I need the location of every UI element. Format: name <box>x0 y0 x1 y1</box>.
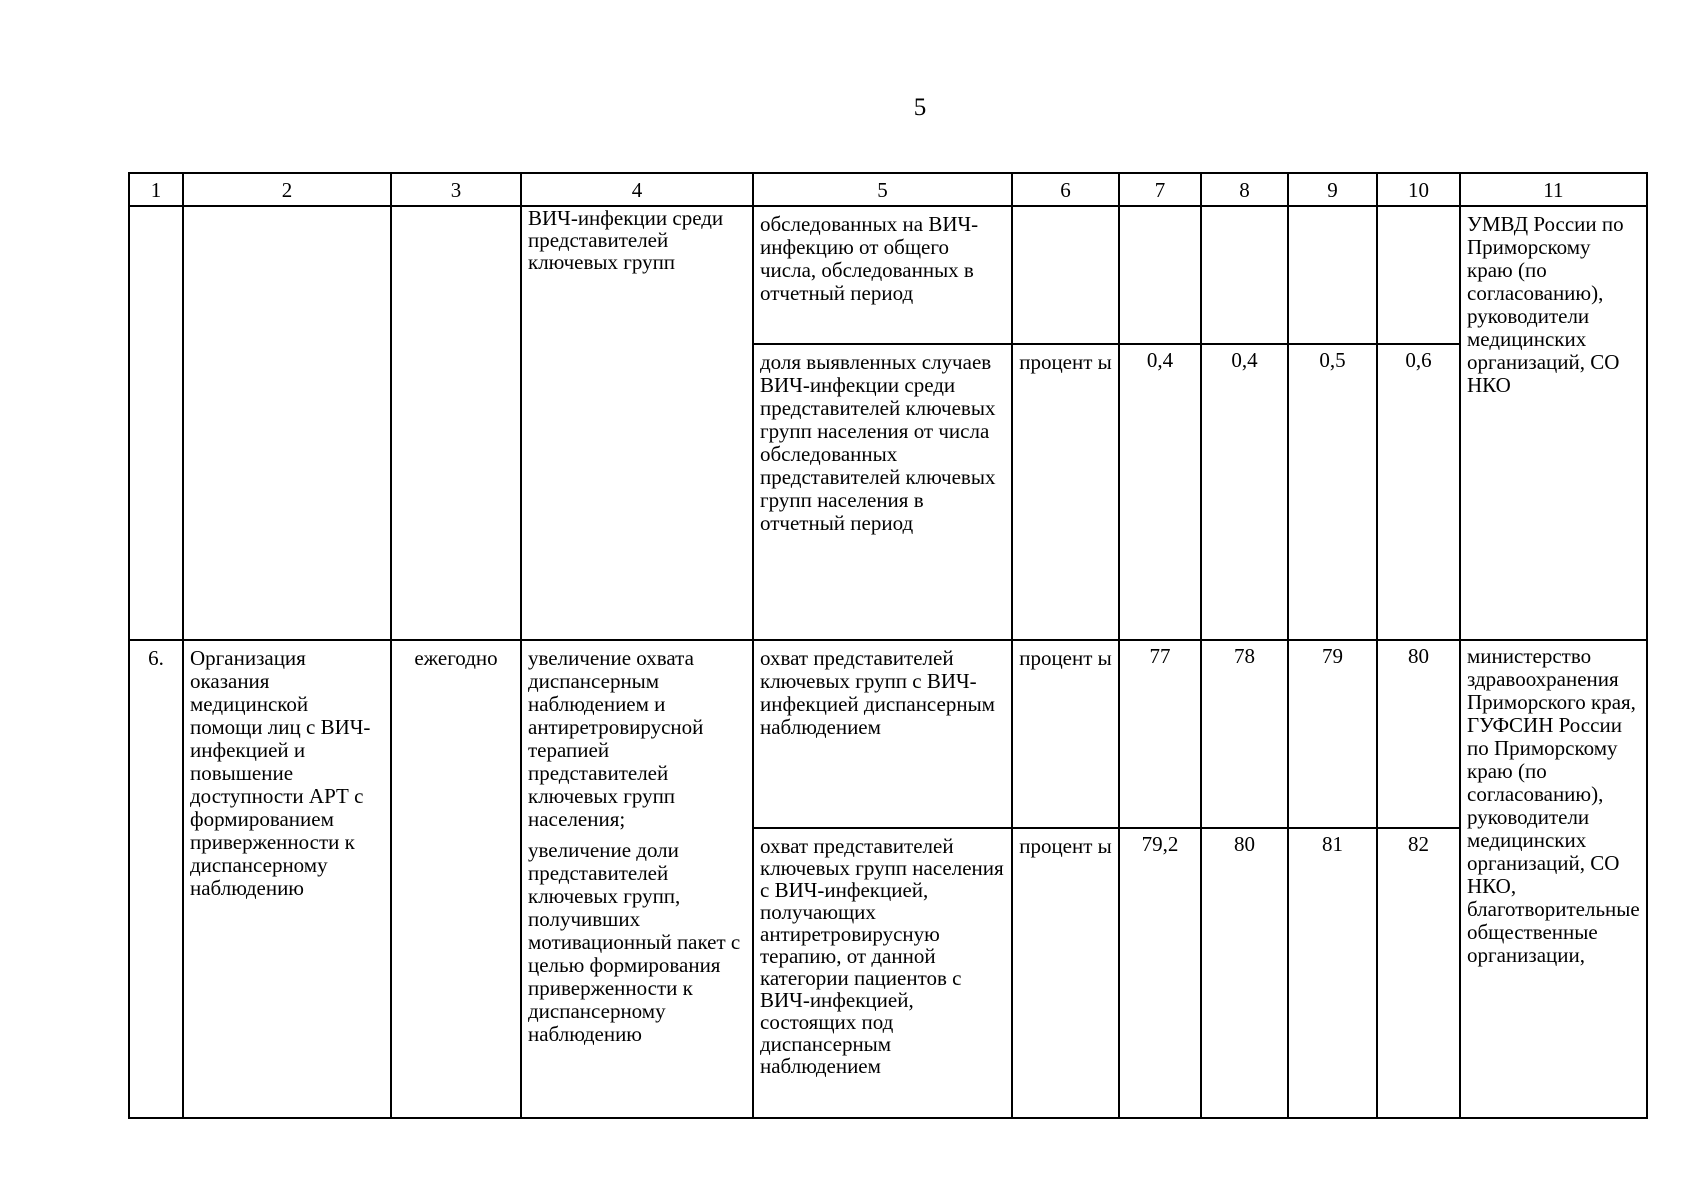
cell-v7 <box>1119 206 1201 344</box>
header-cell: 4 <box>521 173 753 206</box>
cell-v10: 80 <box>1377 640 1460 828</box>
cell-unit: процент ы <box>1012 640 1119 828</box>
header-cell: 10 <box>1377 173 1460 206</box>
cell-name: Организация оказания медицинской помощи лиц с ВИЧ-инфекцией и повышение доступности АРТ с формированием приверженности к диспансерному наблюдению <box>183 640 391 1118</box>
cell-v9 <box>1288 206 1377 344</box>
cell-term <box>391 206 521 640</box>
header-cell: 11 <box>1460 173 1647 206</box>
measures-table <box>128 172 1648 1119</box>
cell-v8 <box>1201 206 1288 344</box>
result-text: увеличение охвата диспансерным наблюдением и антиретровирусной терапией представителей ключевых групп населения; <box>528 646 704 831</box>
page-number: 5 <box>913 94 927 121</box>
cell-indicator: охват представителей ключевых групп населения с ВИЧ-инфекцией, получающих антиретровирусную терапию, от данной категории пациентов с ВИЧ-инфекцией, состоящих под диспансерным наблюдением <box>753 828 1012 1118</box>
header-cell: 2 <box>183 173 391 206</box>
cell-v8: 78 <box>1201 640 1288 828</box>
cell-executors: министерство здравоохранения Приморского края, ГУФСИН России по Приморскому краю (по согласованию), руководители медицинских организаций, СО НКО, благотворительные общественные организации, <box>1460 640 1647 1118</box>
cell-result <box>521 640 753 1118</box>
cell-unit: процент ы <box>1012 828 1119 1118</box>
cell-v9: 0,5 <box>1288 344 1377 640</box>
cell-term: ежегодно <box>391 640 521 1118</box>
cell-indicator: обследованных на ВИЧ-инфекцию от общего числа, обследованных в отчетный период <box>753 206 1012 344</box>
cell-indicator: охват представителей ключевых групп с ВИЧ-инфекцией диспансерным наблюдением <box>753 640 1012 828</box>
cell-v9: 79 <box>1288 640 1377 828</box>
cell-unit <box>1012 206 1119 344</box>
cell-v7: 77 <box>1119 640 1201 828</box>
cell-indicator: доля выявленных случаев ВИЧ-инфекции среди представителей ключевых групп населения от числа обследованных представителей ключевых групп населения в отчетный период <box>753 344 1012 640</box>
cell-v8: 0,4 <box>1201 344 1288 640</box>
header-cell: 5 <box>753 173 1012 206</box>
cell-v10: 0,6 <box>1377 344 1460 640</box>
cell-name <box>183 206 391 640</box>
table-row <box>129 206 1647 344</box>
cell-unit: процент ы <box>1012 344 1119 640</box>
header-cell: 7 <box>1119 173 1201 206</box>
cell-executors: УМВД России по Приморскому краю (по согласованию), руководители медицинских организаций, СО НКО <box>1460 206 1647 640</box>
cell-v10 <box>1377 206 1460 344</box>
cell-v10: 82 <box>1377 828 1460 1118</box>
cell-v9: 81 <box>1288 828 1377 1118</box>
header-cell: 8 <box>1201 173 1288 206</box>
cell-v8: 80 <box>1201 828 1288 1118</box>
result-text: увеличение доли представителей ключевых групп, получивших мотивационный пакет с целью формирования приверженности к диспансерному наблюдению <box>528 838 741 1046</box>
header-cell: 6 <box>1012 173 1119 206</box>
cell-v7: 79,2 <box>1119 828 1201 1118</box>
header-cell: 3 <box>391 173 521 206</box>
cell-num: 6. <box>129 640 183 1118</box>
cell-num <box>129 206 183 640</box>
header-row <box>129 173 1647 206</box>
cell-result: ВИЧ-инфекции среди представителей ключевых групп <box>521 206 753 640</box>
header-cell: 1 <box>129 173 183 206</box>
header-cell: 9 <box>1288 173 1377 206</box>
cell-v7: 0,4 <box>1119 344 1201 640</box>
table-row <box>129 640 1647 828</box>
